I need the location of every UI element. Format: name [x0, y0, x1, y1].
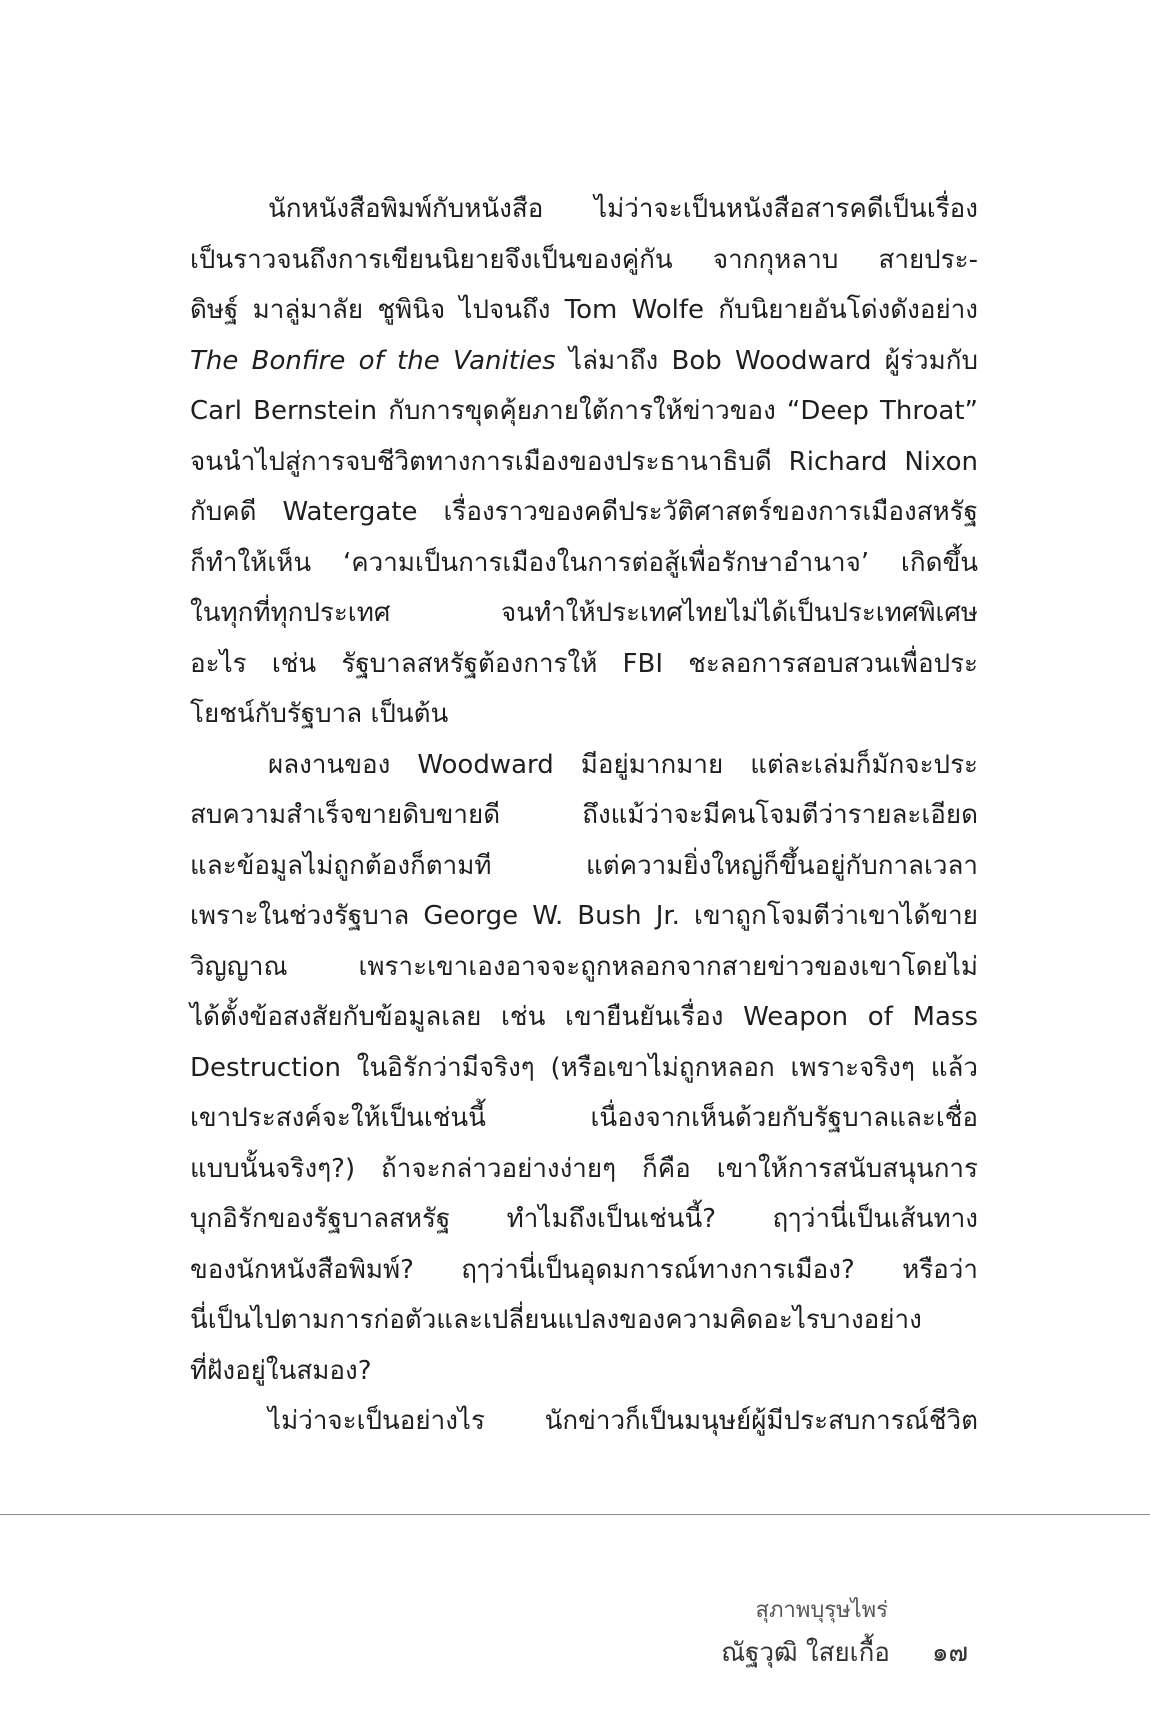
text-line: อะไร เช่น รัฐบาลสหรัฐต้องการให้ FBI ชะลอการสอบสวนเพื่อประ: [190, 648, 978, 679]
text-line: นักหนังสือพิมพ์กับหนังสือ ไม่ว่าจะเป็นหนังสือสารคดีเป็นเรื่อง: [268, 194, 978, 224]
text-line: ได้ตั้งข้อสงสัยกับข้อมูลเลย เช่น เขายืนยันเรื่อง Weapon of Mass: [190, 1002, 978, 1032]
text-line: เพราะในช่วงรัฐบาล George W. Bush Jr. เขาถูกโจมตีว่าเขาได้ขาย: [190, 901, 978, 931]
text-line: ที่ฝังอยู่ในสมอง?: [190, 1355, 372, 1386]
text-line-rest: ไล่มาถึง Bob Woodward ผู้ร่วมกับ: [555, 345, 978, 376]
page-number: ๑๗: [931, 1638, 968, 1668]
text-line: ไม่ว่าจะเป็นอย่างไร นักข่าวก็เป็นมนุษย์ผู้มีประสบการณ์ชีวิต: [268, 1406, 978, 1436]
text-line: ดิษฐ์ มาลู่มาลัย ชูพินิจ ไปจนถึง Tom Wolfe กับนิยายอันโด่งดังอย่าง: [190, 295, 978, 325]
footer-divider: [0, 1514, 1150, 1515]
author-name: ณัฐวุฒิ ใสยเกื้อ: [721, 1638, 890, 1668]
text-line: [190, 336, 978, 387]
author-row: [721, 1636, 968, 1670]
text-line: และข้อมูลไม่ถูกต้องก็ตามที แต่ความยิ่งใหญ่ก็ขึ้นอยู่กับกาลเวลา: [190, 850, 978, 881]
text-line: กับคดี Watergate เรื่องราวของคดีประวัติศาสตร์ของการเมืองสหรัฐ: [190, 497, 978, 527]
text-line: แบบนั้นจริงๆ?) ถ้าจะกล่าวอย่างง่ายๆ ก็คือ เขาให้การสนับสนุนการ: [190, 1153, 978, 1184]
text-line: จนนำไปสู่การจบชีวิตทางการเมืองของประธานาธิบดี Richard Nixon: [190, 446, 978, 477]
paragraph-2: [190, 740, 978, 1397]
text-line: ผลงานของ Woodward มีอยู่มากมาย แต่ละเล่มก็มักจะประ: [268, 749, 978, 780]
text-line: ก็ทำให้เห็น ‘ความเป็นการเมืองในการต่อสู้เพื่อรักษาอำนาจ’ เกิดขึ้น: [190, 547, 978, 578]
paragraph-1: [190, 184, 978, 740]
text-line: Carl Bernstein กับการขุดคุ้ยภายใต้การให้ข่าวของ “Deep Throat”: [190, 396, 978, 426]
text-line: ของนักหนังสือพิมพ์? ฤๅว่านี่เป็นอุดมการณ์ทางการเมือง? หรือว่า: [190, 1254, 978, 1285]
text-line: เป็นราวจนถึงการเขียนนิยายจึงเป็นของคู่กัน จากกุหลาบ สายประ-: [190, 244, 978, 275]
text-line: Destruction ในอิรักว่ามีจริงๆ (หรือเขาไม่ถูกหลอก เพราะจริงๆ แล้ว: [190, 1052, 978, 1083]
text-line: โยชน์กับรัฐบาล เป็นต้น: [190, 699, 449, 729]
text-line: วิญญาณ เพราะเขาเองอาจจะถูกหลอกจากสายข่าวของเขาโดยไม่: [190, 951, 978, 982]
series-title: สุภาพบุรุษไพร่: [755, 1598, 888, 1623]
body-text: [190, 184, 978, 1447]
text-line: บุกอิรักของรัฐบาลสหรัฐ ทำไมถึงเป็นเช่นนี้? ฤๅว่านี่เป็นเส้นทาง: [190, 1204, 978, 1234]
book-title-italic: The Bonfire of the Vanities: [190, 345, 556, 376]
text-line: สบความสำเร็จขายดิบขายดี ถึงแม้ว่าจะมีคนโจมตีว่ารายละเอียด: [190, 800, 978, 830]
page-footer: [721, 1596, 968, 1670]
text-line: นี่เป็นไปตามการก่อตัวและเปลี่ยนแปลงของความคิดอะไรบางอย่าง: [190, 1305, 922, 1335]
text-line: ในทุกที่ทุกประเทศ จนทำให้ประเทศไทยไม่ได้เป็นประเทศพิเศษ: [190, 598, 978, 628]
text-line: เขาประสงค์จะให้เป็นเช่นนี้ เนื่องจากเห็นด้วยกับรัฐบาลและเชื่อ: [190, 1103, 978, 1133]
paragraph-3: [190, 1396, 978, 1447]
